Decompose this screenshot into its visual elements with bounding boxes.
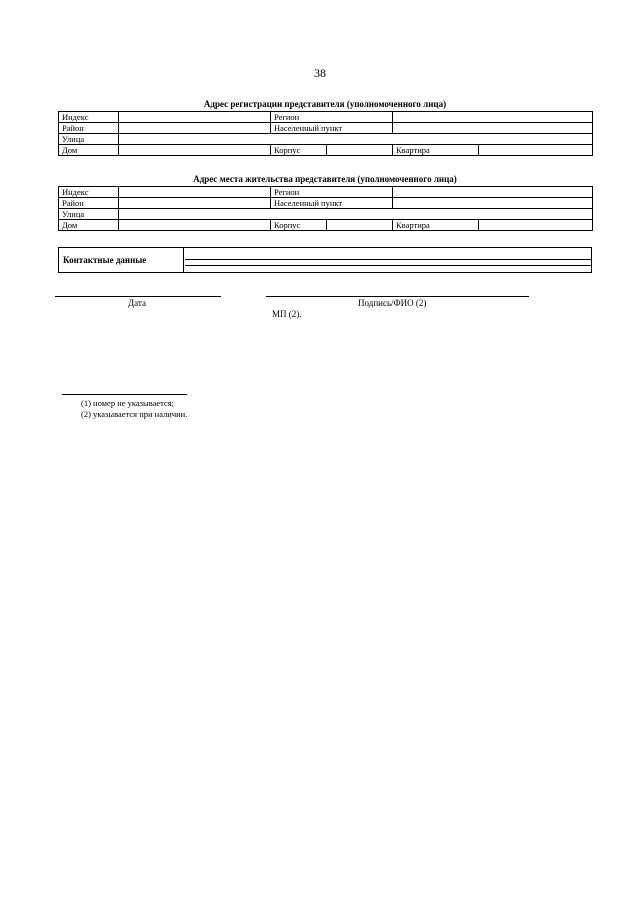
table-row bbox=[59, 220, 593, 231]
index-field[interactable] bbox=[119, 112, 271, 123]
date-label: Дата bbox=[128, 298, 146, 308]
contact-label: Контактные данные bbox=[59, 248, 184, 272]
date-line[interactable] bbox=[55, 296, 221, 297]
table-row bbox=[59, 112, 593, 123]
residence-address-table bbox=[58, 186, 593, 231]
signature-line[interactable] bbox=[266, 296, 529, 297]
table-row bbox=[59, 209, 593, 220]
index-field[interactable] bbox=[119, 187, 271, 198]
signature-label: Подпись/ФИО (2) bbox=[358, 298, 427, 308]
region-field[interactable] bbox=[393, 112, 593, 123]
apartment-label: Квартира bbox=[393, 220, 479, 231]
district-field[interactable] bbox=[119, 198, 271, 209]
house-field[interactable] bbox=[119, 145, 271, 156]
table-row bbox=[59, 134, 593, 145]
contact-box bbox=[58, 247, 592, 273]
table-row bbox=[59, 123, 593, 134]
house-field[interactable] bbox=[119, 220, 271, 231]
locality-field[interactable] bbox=[393, 198, 593, 209]
apartment-field[interactable] bbox=[479, 220, 593, 231]
footnote-rule bbox=[62, 394, 187, 395]
street-label: Улица bbox=[59, 134, 119, 145]
apartment-label: Квартира bbox=[393, 145, 479, 156]
street-field[interactable] bbox=[119, 134, 593, 145]
registration-address-title: Адрес регистрации представителя (уполномоченного лица) bbox=[203, 99, 447, 109]
region-label: Регион bbox=[271, 112, 393, 123]
region-field[interactable] bbox=[393, 187, 593, 198]
index-label: Индекс bbox=[59, 187, 119, 198]
region-label: Регион bbox=[271, 187, 393, 198]
house-label: Дом bbox=[59, 145, 119, 156]
index-label: Индекс bbox=[59, 112, 119, 123]
footnote-2: (2) указывается при наличии. bbox=[81, 409, 188, 419]
table-row bbox=[59, 198, 593, 209]
locality-label: Населенный пункт bbox=[271, 123, 393, 134]
contact-field-line[interactable] bbox=[185, 265, 591, 266]
building-field[interactable] bbox=[327, 145, 393, 156]
table-row bbox=[59, 145, 593, 156]
table-row bbox=[59, 187, 593, 198]
registration-address-table bbox=[58, 111, 593, 156]
page-number: 38 bbox=[314, 66, 326, 80]
building-label: Корпус bbox=[271, 145, 327, 156]
building-field[interactable] bbox=[327, 220, 393, 231]
district-field[interactable] bbox=[119, 123, 271, 134]
house-label: Дом bbox=[59, 220, 119, 231]
locality-field[interactable] bbox=[393, 123, 593, 134]
footnote-1: (1) номер не указывается; bbox=[81, 398, 175, 408]
street-label: Улица bbox=[59, 209, 119, 220]
contact-field-line[interactable] bbox=[185, 259, 591, 260]
building-label: Корпус bbox=[271, 220, 327, 231]
district-label: Район bbox=[59, 123, 119, 134]
stamp-label: МП (2). bbox=[272, 309, 302, 319]
district-label: Район bbox=[59, 198, 119, 209]
locality-label: Населенный пункт bbox=[271, 198, 393, 209]
residence-address-title: Адрес места жительства представителя (уполномоченного лица) bbox=[193, 174, 457, 184]
street-field[interactable] bbox=[119, 209, 593, 220]
apartment-field[interactable] bbox=[479, 145, 593, 156]
